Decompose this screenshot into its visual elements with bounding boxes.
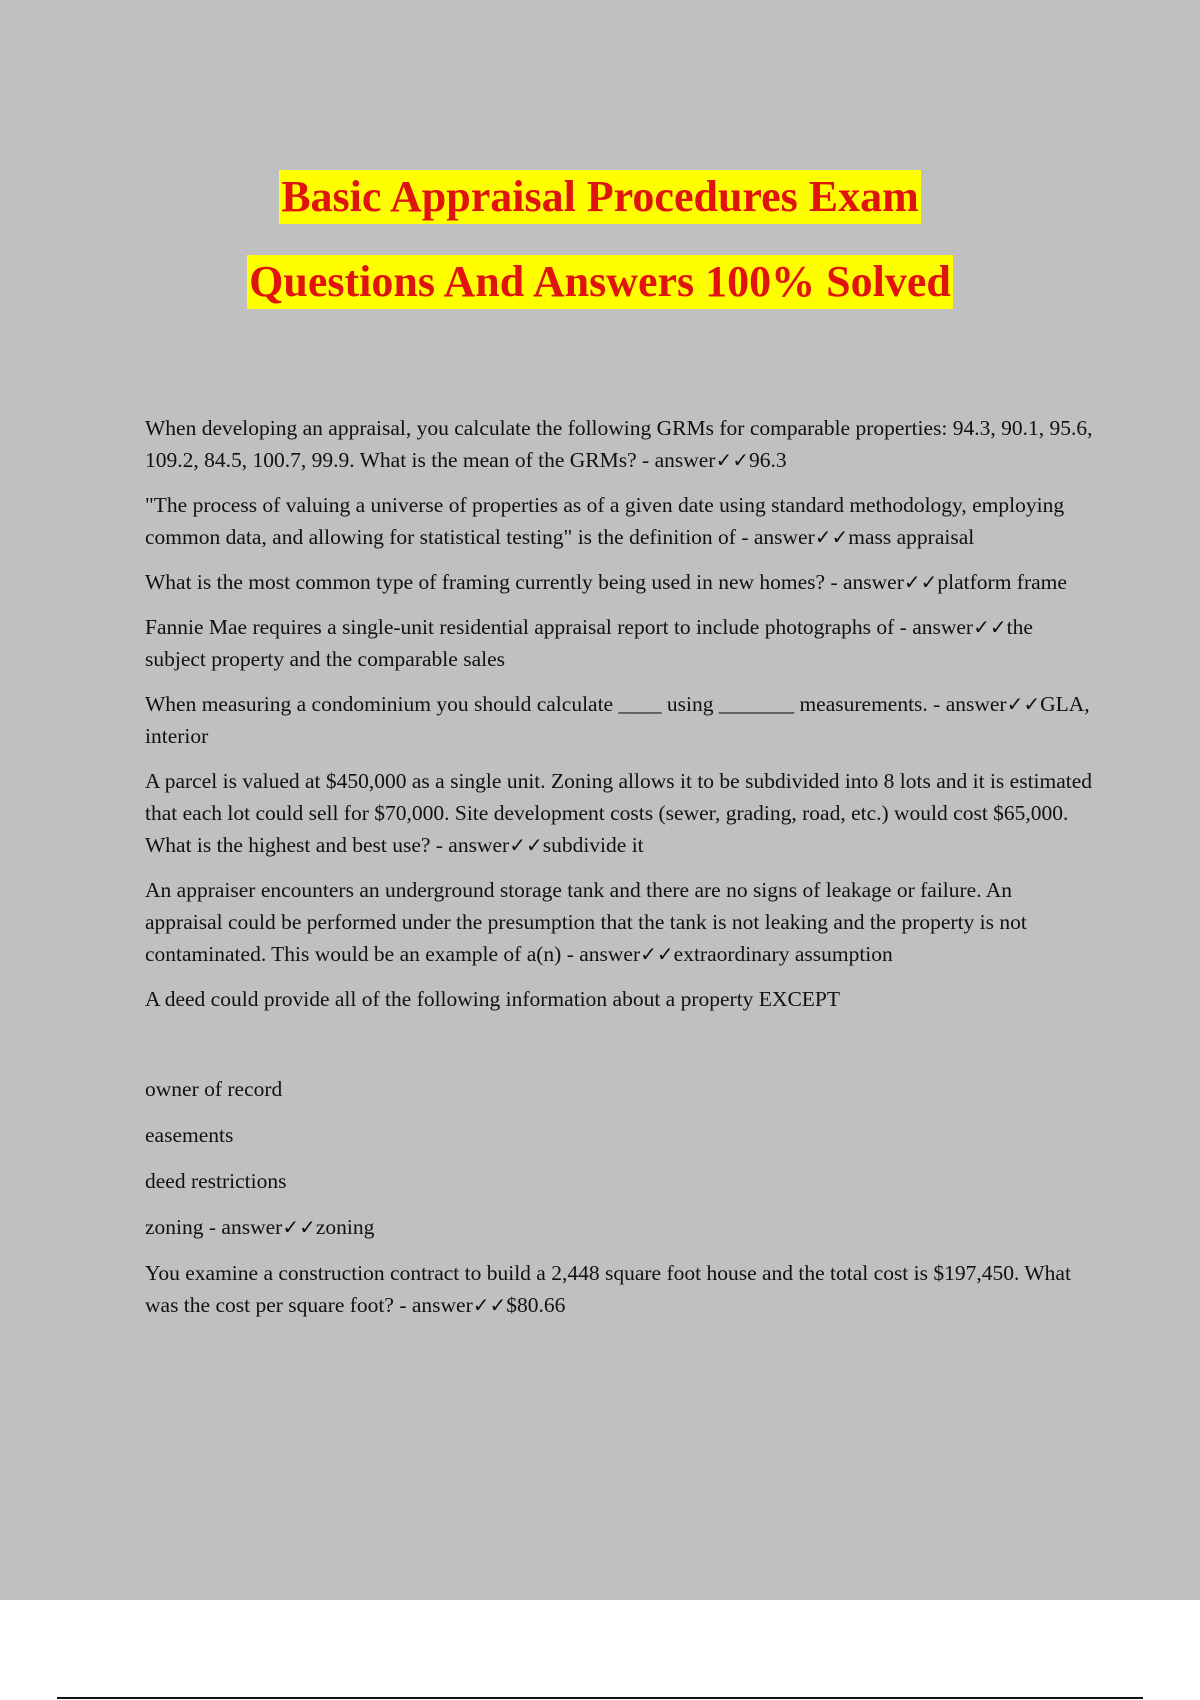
answer-text: GLA, interior xyxy=(145,692,1090,748)
qa-item xyxy=(145,765,1095,861)
footer-rule xyxy=(57,1697,1143,1699)
qa-item xyxy=(145,688,1095,752)
answer-text: the subject property and the comparable sales xyxy=(145,615,1033,671)
answer-text: zoning xyxy=(315,1215,375,1239)
answer-text: platform frame xyxy=(937,570,1067,594)
deed-option: deed restrictions xyxy=(145,1169,287,1193)
spacer xyxy=(145,1028,1095,1073)
check-mark-icon: ✓✓ xyxy=(472,1293,507,1317)
answer-text: 96.3 xyxy=(748,448,787,472)
answer-text: extraordinary assumption xyxy=(673,942,893,966)
qa-item xyxy=(145,412,1095,476)
check-mark-icon: ✓✓ xyxy=(715,448,749,472)
check-mark-icon: ✓✓ xyxy=(282,1215,316,1239)
qa-item xyxy=(145,611,1095,675)
check-mark-icon: ✓✓ xyxy=(903,570,938,594)
question-text: zoning - answer xyxy=(145,1215,283,1239)
qa-item xyxy=(145,566,1095,598)
answer-text: subdivide it xyxy=(542,833,644,857)
question-text: You examine a construction contract to build a 2,448 square foot house and the total cost is $197,450. What was the cost per square foot? - answer xyxy=(145,1261,1071,1317)
deed-option: easements xyxy=(145,1123,234,1147)
question-text: A parcel is valued at $450,000 as a single unit. Zoning allows it to be subdivided into 8 lots and it is estimated that each lot could sell for $70,000. Site development costs (sewer, grading, road, etc.) would cost $65,000. What is the highest and best use? - answer xyxy=(145,769,1093,857)
qa-item xyxy=(145,1257,1095,1321)
answer-text: mass appraisal xyxy=(848,525,975,549)
question-text: Fannie Mae requires a single-unit residential appraisal report to include photographs of - answer xyxy=(145,615,974,639)
question-text: An appraiser encounters an underground storage tank and there are no signs of leakage or failure. An appraisal could be performed under the presumption that the tank is not leaking and the property is not contaminated. This would be an example of a(n) - answer xyxy=(145,878,1027,966)
check-mark-icon: ✓✓ xyxy=(814,525,849,549)
qa-item xyxy=(145,489,1095,553)
check-mark-icon: ✓✓ xyxy=(509,833,543,857)
document-title xyxy=(0,170,1200,340)
deed-question-stem: A deed could provide all of the following information about a property EXCEPT xyxy=(145,987,841,1011)
check-mark-icon: ✓✓ xyxy=(1006,692,1041,716)
question-text: What is the most common type of framing currently being used in new homes? - answer xyxy=(145,570,904,594)
question-text: When developing an appraisal, you calculate the following GRMs for comparable properties: 94.3, 90.1, 95.6, 109.2, 84.5, 100.7, 99.9. What is the mean of the GRMs? - answer xyxy=(145,416,1093,472)
check-mark-icon: ✓✓ xyxy=(640,942,674,966)
question-text: When measuring a condominium you should calculate ____ using _______ measurements. - answer xyxy=(145,692,1007,716)
answer-text: $80.66 xyxy=(506,1293,566,1317)
deed-option-answer xyxy=(145,1211,1095,1243)
question-text: "The process of valuing a universe of properties as of a given date using standard methodology, employing common data, and allowing for statistical testing" is the definition of - answer xyxy=(145,493,1065,549)
deed-option: owner of record xyxy=(145,1077,283,1101)
check-mark-icon: ✓✓ xyxy=(973,615,1007,639)
qa-list xyxy=(145,412,1095,1334)
title-line-2: Questions And Answers 100% Solved xyxy=(247,255,953,309)
title-line-1: Basic Appraisal Procedures Exam xyxy=(279,170,921,224)
qa-item xyxy=(145,874,1095,970)
